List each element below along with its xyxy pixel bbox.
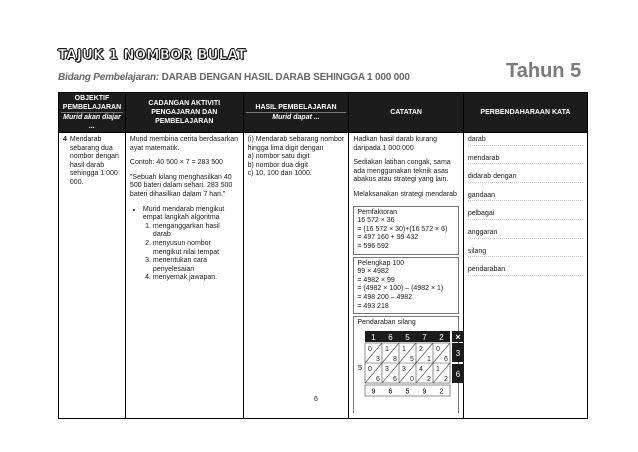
note-text: Melaksanakan strategi mendarab (353, 190, 457, 198)
answer-digit: 6 (388, 388, 393, 396)
math-line: = 493 218 (357, 302, 389, 310)
top-digit: 1 (371, 332, 377, 342)
answer-digit: 9 (422, 388, 427, 396)
header-hasil (243, 93, 349, 133)
activity-text: Murid membina cerita berdasarkan ayat matematik. (129, 136, 239, 152)
activity-example: Contoh: 40 500 × 7 = 283 500 (129, 159, 223, 167)
activity-bullet (143, 206, 239, 283)
vocabulary-item: pendaraban (468, 266, 583, 276)
header-objektif-label: OBJEKTIF PEMBELAJARAN (62, 95, 122, 111)
header-hasil-sub: Murid dapat ... (246, 112, 347, 122)
lattice-multiplication-grid (357, 330, 469, 408)
answer-digit: 5 (405, 388, 410, 396)
right-digit: 6 (456, 369, 461, 379)
math-line: = 498 200 – 4982 (357, 293, 413, 301)
list-item: 2. menyusun nombor mengikut nilai tempat (153, 240, 239, 257)
lattice-title: Pendaraban silang (357, 319, 416, 327)
header-objektif (59, 93, 126, 133)
vocabulary-item: gandaan (468, 192, 583, 202)
note-text: Sediakan latihan congak, sama ada menggunakan teknik asas abakus atau strategi yang lain. (353, 159, 451, 184)
lattice-products (368, 346, 448, 383)
syllabus-table (58, 92, 588, 419)
learning-area-label: Bidang Pembelajaran: (58, 72, 160, 83)
left-digit: 5 (358, 364, 363, 372)
math-line: = 596 592 (357, 242, 389, 250)
vocabulary-item: silang (468, 248, 583, 258)
vocabulary-item: mendarab (468, 155, 583, 165)
cell-digit: 0 (436, 345, 441, 353)
topic-title: TAJUK 1 NOMBOR BULAT (58, 48, 247, 63)
cell-digit: 0 (410, 375, 415, 383)
header-catatan: CATATAN (349, 93, 463, 133)
cell-digit: 6 (393, 375, 398, 383)
times-sign: × (455, 331, 462, 342)
cell-perbendaharaan (463, 133, 587, 419)
right-digit: 3 (456, 348, 461, 358)
list-item: a) nombor satu digit (247, 153, 310, 161)
cell-digit: 2 (419, 345, 424, 353)
complement-box (353, 257, 458, 315)
math-line: = 497 160 + 99 432 (357, 234, 419, 242)
math-line: = 4982 × 99 (357, 276, 395, 284)
answer-digit: 2 (439, 388, 444, 396)
cell-digit: 3 (385, 365, 390, 373)
list-item: 3. menentukan cara penyelesaian (153, 257, 239, 274)
complement-title: Pelengkap 100 (357, 259, 405, 267)
vocabulary-item: pelbagai (468, 210, 583, 220)
note-text: Hadkan hasil darab kurang daripada 1 000 000 (353, 136, 438, 152)
cell-objektif (59, 133, 126, 419)
math-line: 99 × 4982 (357, 268, 389, 276)
cell-digit: 1 (385, 345, 390, 353)
cell-cadangan (125, 133, 243, 419)
outcome-intro: (i) Mendarab sebarang nombor hingga lima digit dengan (247, 136, 345, 152)
math-line: = (16 572 × 30)+(16 572 × 6) (357, 225, 448, 233)
cell-digit: 0 (368, 345, 373, 353)
top-digit: 7 (422, 332, 428, 342)
header-hasil-label: HASIL PEMBELAJARAN (255, 104, 337, 111)
activity-bullet-text: Murid mendarab mengikut empat langkah algoritma (142, 205, 225, 222)
cell-digit: 3 (376, 355, 381, 363)
algorithm-steps (143, 223, 239, 283)
top-digit: 6 (388, 332, 394, 342)
cell-digit: 2 (444, 375, 449, 383)
list-item: b) nombor dua digit (247, 161, 308, 169)
header-perbendaharaan: PERBENDAHARAAN KATA (463, 93, 587, 133)
learning-area (58, 72, 410, 83)
list-item: 1. menganggarkan hasil darab (153, 223, 239, 240)
factorisation-title: Pemfaktoran (357, 208, 398, 216)
vocabulary-item: didarab dengan (468, 173, 583, 183)
cell-digit: 1 (427, 355, 432, 363)
page-number: 6 (314, 396, 318, 403)
math-line: 16 572 × 36 (357, 217, 395, 225)
vocabulary-item: anggaran (468, 229, 583, 239)
lattice-header-row (365, 331, 464, 342)
cell-digit: 6 (376, 375, 381, 383)
table-row (59, 133, 588, 419)
lattice-box (353, 316, 462, 413)
cell-digit: 1 (402, 345, 407, 353)
cell-digit: 3 (402, 365, 407, 373)
answer-digit: 9 (371, 388, 376, 396)
list-item: c) 10, 100 dan 1000. (247, 170, 312, 178)
cell-hasil (243, 133, 349, 419)
math-line: = (4982 × 100) – (4982 × 1) (357, 285, 444, 293)
cell-digit: 6 (444, 355, 449, 363)
cell-catatan (349, 133, 463, 419)
cell-digit: 4 (419, 365, 424, 373)
lattice-right-multiplier (452, 343, 464, 383)
learning-area-value: DARAB DENGAN HASIL DARAB SEHINGGA 1 000 000 (161, 72, 410, 83)
objective-number: 4 (63, 136, 67, 143)
objective-text: Mendarab sebarang dua nombor dengan hasil darab sehingga 1 000 000. (69, 136, 119, 186)
cell-digit: 8 (393, 355, 398, 363)
activity-story: "Sebuah kilang menghasilkan 40 500 bateri dalam sehari. 283 500 bateri dihasilkan dalam 7 hari." (129, 173, 233, 198)
year-label: Tahun 5 (506, 60, 582, 82)
cell-digit: 2 (427, 375, 432, 383)
header-cadangan: CADANGAN AKTIVITI PENGAJARAN DAN PEMBELAJARAN (125, 93, 243, 133)
top-digit: 2 (439, 332, 445, 342)
activity-bullets (130, 206, 239, 283)
cell-digit: 0 (368, 365, 373, 373)
cell-digit: 1 (436, 365, 441, 373)
vocabulary-item: darab (468, 136, 583, 146)
lattice-carry-left (358, 365, 362, 372)
factorisation-box (353, 206, 458, 255)
header-objektif-sub: Murid akan diajar ... (61, 112, 123, 131)
lattice-answer-row (365, 385, 450, 396)
top-digit: 5 (405, 332, 411, 342)
list-item: 4. menyemak jawapan. (153, 274, 239, 283)
cell-digit: 5 (410, 355, 415, 363)
